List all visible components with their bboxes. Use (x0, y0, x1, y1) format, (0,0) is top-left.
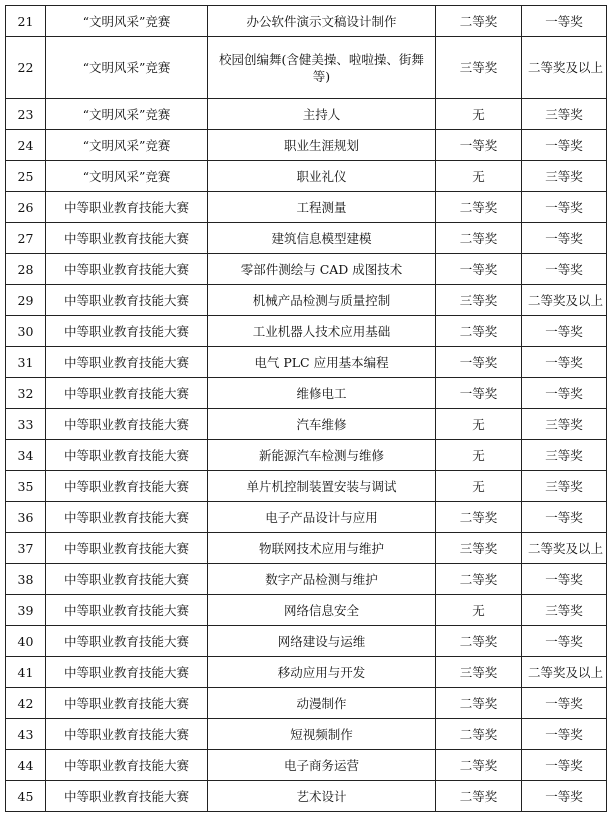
table-row (6, 285, 607, 316)
event-item-cell: 短视频制作 (208, 719, 436, 750)
table-row (6, 657, 607, 688)
competition-cell: “文明风采”竞赛 (46, 6, 208, 37)
competition-cell: 中等职业教育技能大赛 (46, 223, 208, 254)
table-row (6, 440, 607, 471)
event-item-cell: 电子商务运营 (208, 750, 436, 781)
award-level-a-cell: 无 (436, 471, 522, 502)
table-row (6, 564, 607, 595)
award-level-a-cell: 二等奖 (436, 192, 522, 223)
row-number-cell: 41 (6, 657, 46, 688)
event-item-cell: 物联网技术应用与维护 (208, 533, 436, 564)
award-level-b-cell: 三等奖 (522, 99, 607, 130)
competition-cell: 中等职业教育技能大赛 (46, 347, 208, 378)
award-level-a-cell: 一等奖 (436, 254, 522, 285)
competition-cell: “文明风采”竞赛 (46, 37, 208, 99)
table-row (6, 99, 607, 130)
competition-cell: 中等职业教育技能大赛 (46, 595, 208, 626)
event-item-cell: 电子产品设计与应用 (208, 502, 436, 533)
competition-cell: 中等职业教育技能大赛 (46, 285, 208, 316)
award-level-b-cell: 一等奖 (522, 781, 607, 812)
event-item-cell: 办公软件演示文稿设计制作 (208, 6, 436, 37)
row-number-cell: 33 (6, 409, 46, 440)
award-level-b-cell: 一等奖 (522, 564, 607, 595)
table-row (6, 471, 607, 502)
event-item-cell: 汽车维修 (208, 409, 436, 440)
event-item-cell: 职业生涯规划 (208, 130, 436, 161)
awards-table (5, 5, 607, 812)
competition-cell: 中等职业教育技能大赛 (46, 750, 208, 781)
event-item-cell: 网络信息安全 (208, 595, 436, 626)
row-number-cell: 23 (6, 99, 46, 130)
event-item-cell: 零部件测绘与 CAD 成图技术 (208, 254, 436, 285)
award-level-b-cell: 一等奖 (522, 750, 607, 781)
table-row (6, 595, 607, 626)
award-level-b-cell: 一等奖 (522, 626, 607, 657)
competition-cell: 中等职业教育技能大赛 (46, 192, 208, 223)
award-level-b-cell: 一等奖 (522, 502, 607, 533)
competition-cell: 中等职业教育技能大赛 (46, 564, 208, 595)
table-row (6, 409, 607, 440)
event-item-cell: 新能源汽车检测与维修 (208, 440, 436, 471)
competition-cell: 中等职业教育技能大赛 (46, 719, 208, 750)
row-number-cell: 42 (6, 688, 46, 719)
award-level-a-cell: 无 (436, 99, 522, 130)
table-row (6, 378, 607, 409)
award-level-b-cell: 三等奖 (522, 409, 607, 440)
award-level-b-cell: 一等奖 (522, 719, 607, 750)
award-level-b-cell: 三等奖 (522, 440, 607, 471)
competition-cell: “文明风采”竞赛 (46, 99, 208, 130)
table-row (6, 781, 607, 812)
award-level-b-cell: 一等奖 (522, 6, 607, 37)
event-item-cell: 单片机控制装置安装与调试 (208, 471, 436, 502)
competition-cell: 中等职业教育技能大赛 (46, 316, 208, 347)
competition-cell: 中等职业教育技能大赛 (46, 688, 208, 719)
event-item-cell: 动漫制作 (208, 688, 436, 719)
event-item-cell: 数字产品检测与维护 (208, 564, 436, 595)
table-row (6, 688, 607, 719)
competition-cell: 中等职业教育技能大赛 (46, 657, 208, 688)
row-number-cell: 24 (6, 130, 46, 161)
award-level-a-cell: 一等奖 (436, 130, 522, 161)
competition-cell: “文明风采”竞赛 (46, 161, 208, 192)
table-row (6, 37, 607, 99)
award-level-b-cell: 三等奖 (522, 161, 607, 192)
award-level-a-cell: 无 (436, 161, 522, 192)
row-number-cell: 31 (6, 347, 46, 378)
event-item-cell: 网络建设与运维 (208, 626, 436, 657)
row-number-cell: 25 (6, 161, 46, 192)
row-number-cell: 32 (6, 378, 46, 409)
award-level-b-cell: 一等奖 (522, 347, 607, 378)
table-row (6, 130, 607, 161)
event-item-cell: 工程测量 (208, 192, 436, 223)
award-level-b-cell: 三等奖 (522, 471, 607, 502)
event-item-cell: 主持人 (208, 99, 436, 130)
award-level-a-cell: 二等奖 (436, 502, 522, 533)
table-row (6, 223, 607, 254)
table-row (6, 533, 607, 564)
award-level-b-cell: 一等奖 (522, 130, 607, 161)
award-level-b-cell: 二等奖及以上 (522, 533, 607, 564)
competition-cell: 中等职业教育技能大赛 (46, 533, 208, 564)
table-row (6, 6, 607, 37)
table-row (6, 192, 607, 223)
event-item-cell: 校园创编舞(含健美操、啦啦操、街舞等) (208, 37, 436, 99)
row-number-cell: 45 (6, 781, 46, 812)
award-level-a-cell: 二等奖 (436, 719, 522, 750)
row-number-cell: 44 (6, 750, 46, 781)
award-level-b-cell: 二等奖及以上 (522, 657, 607, 688)
table-row (6, 254, 607, 285)
award-level-a-cell: 二等奖 (436, 564, 522, 595)
competition-cell: 中等职业教育技能大赛 (46, 626, 208, 657)
award-level-b-cell: 一等奖 (522, 192, 607, 223)
award-level-b-cell: 三等奖 (522, 595, 607, 626)
award-level-a-cell: 无 (436, 440, 522, 471)
table-row (6, 750, 607, 781)
award-level-a-cell: 三等奖 (436, 657, 522, 688)
award-level-a-cell: 三等奖 (436, 37, 522, 99)
event-item-cell: 维修电工 (208, 378, 436, 409)
competition-cell: 中等职业教育技能大赛 (46, 471, 208, 502)
award-level-a-cell: 三等奖 (436, 533, 522, 564)
row-number-cell: 27 (6, 223, 46, 254)
award-level-b-cell: 一等奖 (522, 223, 607, 254)
row-number-cell: 40 (6, 626, 46, 657)
table-row (6, 502, 607, 533)
award-level-a-cell: 二等奖 (436, 750, 522, 781)
row-number-cell: 38 (6, 564, 46, 595)
table-row (6, 347, 607, 378)
row-number-cell: 22 (6, 37, 46, 99)
event-item-cell: 建筑信息模型建模 (208, 223, 436, 254)
award-level-a-cell: 二等奖 (436, 626, 522, 657)
row-number-cell: 35 (6, 471, 46, 502)
award-level-b-cell: 一等奖 (522, 378, 607, 409)
award-level-b-cell: 一等奖 (522, 688, 607, 719)
competition-cell: 中等职业教育技能大赛 (46, 378, 208, 409)
table-row (6, 316, 607, 347)
row-number-cell: 43 (6, 719, 46, 750)
award-level-a-cell: 无 (436, 595, 522, 626)
award-level-a-cell: 二等奖 (436, 781, 522, 812)
award-level-a-cell: 二等奖 (436, 6, 522, 37)
table-row (6, 626, 607, 657)
event-item-cell: 机械产品检测与质量控制 (208, 285, 436, 316)
event-item-cell: 电气 PLC 应用基本编程 (208, 347, 436, 378)
row-number-cell: 34 (6, 440, 46, 471)
competition-cell: 中等职业教育技能大赛 (46, 502, 208, 533)
awards-table-body (6, 6, 607, 812)
row-number-cell: 28 (6, 254, 46, 285)
award-level-a-cell: 一等奖 (436, 378, 522, 409)
table-row (6, 719, 607, 750)
row-number-cell: 30 (6, 316, 46, 347)
row-number-cell: 37 (6, 533, 46, 564)
competition-cell: 中等职业教育技能大赛 (46, 254, 208, 285)
award-level-a-cell: 三等奖 (436, 285, 522, 316)
competition-cell: 中等职业教育技能大赛 (46, 409, 208, 440)
row-number-cell: 26 (6, 192, 46, 223)
row-number-cell: 21 (6, 6, 46, 37)
award-level-b-cell: 一等奖 (522, 316, 607, 347)
award-level-a-cell: 二等奖 (436, 688, 522, 719)
row-number-cell: 36 (6, 502, 46, 533)
award-level-b-cell: 一等奖 (522, 254, 607, 285)
award-level-a-cell: 二等奖 (436, 223, 522, 254)
row-number-cell: 29 (6, 285, 46, 316)
award-level-a-cell: 一等奖 (436, 347, 522, 378)
competition-cell: “文明风采”竞赛 (46, 130, 208, 161)
row-number-cell: 39 (6, 595, 46, 626)
competition-cell: 中等职业教育技能大赛 (46, 781, 208, 812)
award-level-b-cell: 二等奖及以上 (522, 37, 607, 99)
event-item-cell: 职业礼仪 (208, 161, 436, 192)
event-item-cell: 移动应用与开发 (208, 657, 436, 688)
event-item-cell: 艺术设计 (208, 781, 436, 812)
award-level-a-cell: 二等奖 (436, 316, 522, 347)
table-row (6, 161, 607, 192)
competition-cell: 中等职业教育技能大赛 (46, 440, 208, 471)
award-level-b-cell: 二等奖及以上 (522, 285, 607, 316)
award-level-a-cell: 无 (436, 409, 522, 440)
event-item-cell: 工业机器人技术应用基础 (208, 316, 436, 347)
